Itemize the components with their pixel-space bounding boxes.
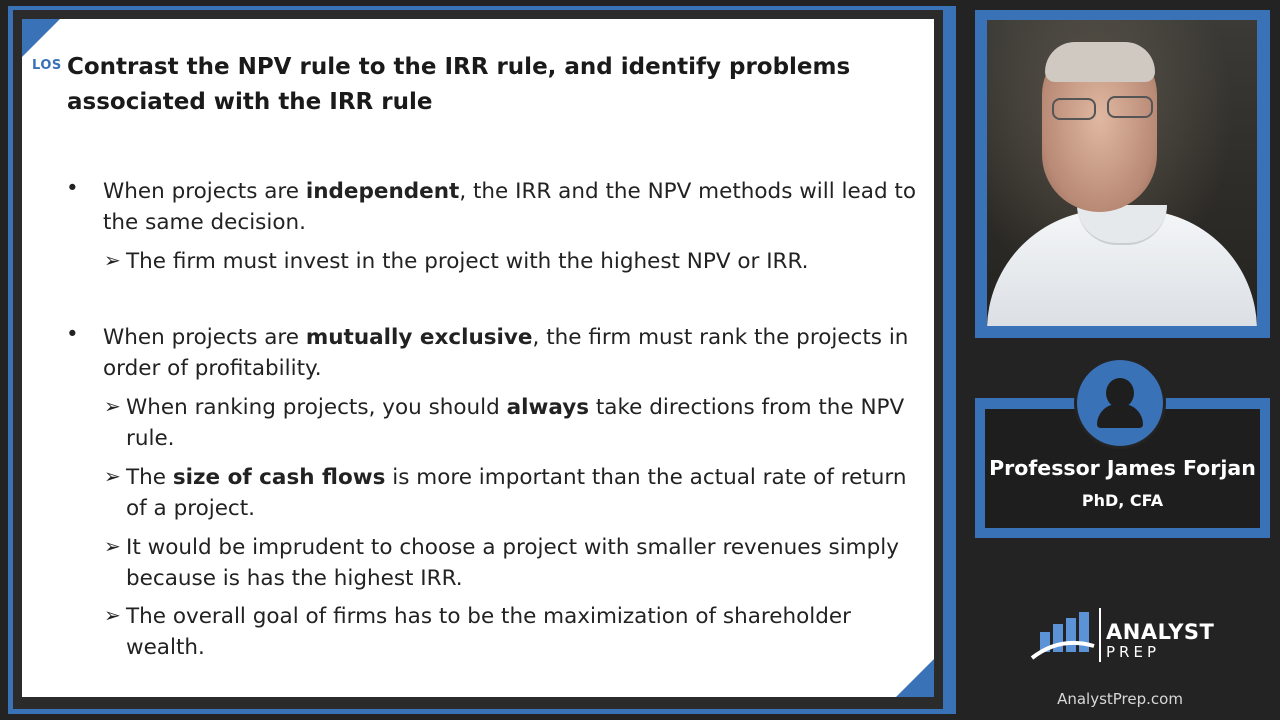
slide [22,19,934,697]
presenter-hair [1045,42,1155,82]
sub-bullet-2-4-line1: The overall goal of firms has to be the maximization of shareholder [126,604,851,629]
glasses-icon [1052,98,1096,120]
slide-title-line2: associated with the IRR rule [67,89,433,115]
logo-text-analyst: ANALYST [1106,620,1215,644]
arrow-bullet-icon: ➢ [104,603,121,627]
bullet-2-line1: When projects are mutually exclusive, the firm must rank the projects in [103,325,909,350]
glasses-icon [1107,96,1153,118]
presenter-name: Professor James Forjan [989,456,1256,480]
bullet-dot: • [66,176,79,201]
website-link[interactable]: AnalystPrep.com [1057,690,1183,708]
arrow-bullet-icon: ➢ [104,464,121,488]
sub-bullet-1-1: The firm must invest in the project with the highest NPV or IRR. [126,249,809,274]
presenter-credentials: PhD, CFA [1081,491,1164,510]
sub-bullet-2-1-line2: rule. [126,426,175,451]
sub-bullet-2-1-line1: When ranking projects, you should always take directions from the NPV [126,395,905,420]
arrow-bullet-icon: ➢ [104,248,121,272]
logo-bar-icon [1066,618,1076,652]
sub-bullet-2-2-line1: The size of cash flows is more important than the actual rate of return [126,465,907,490]
bullet-1-line2: the same decision. [103,210,306,235]
arrow-bullet-icon: ➢ [104,534,121,558]
sub-bullet-2-3-line1: It would be imprudent to choose a project with smaller revenues simply [126,535,899,560]
slide-content [22,19,934,697]
bullet-2-line2: order of profitability. [103,356,322,381]
logo-text-prep: PREP [1106,643,1160,661]
presenter-video [987,20,1257,326]
los-tag: LOS [32,58,62,73]
arrow-bullet-icon: ➢ [104,394,121,418]
bullet-1-line1: When projects are independent, the IRR and the NPV methods will lead to [103,179,917,204]
sub-bullet-2-4-line2: wealth. [126,635,205,660]
sub-bullet-2-3-line2: because is has the highest IRR. [126,566,463,591]
bullet-dot: • [66,322,79,347]
sub-bullet-2-2-line2: of a project. [126,496,256,521]
slide-title-line1: Contrast the NPV rule to the IRR rule, and identify problems [67,54,851,80]
